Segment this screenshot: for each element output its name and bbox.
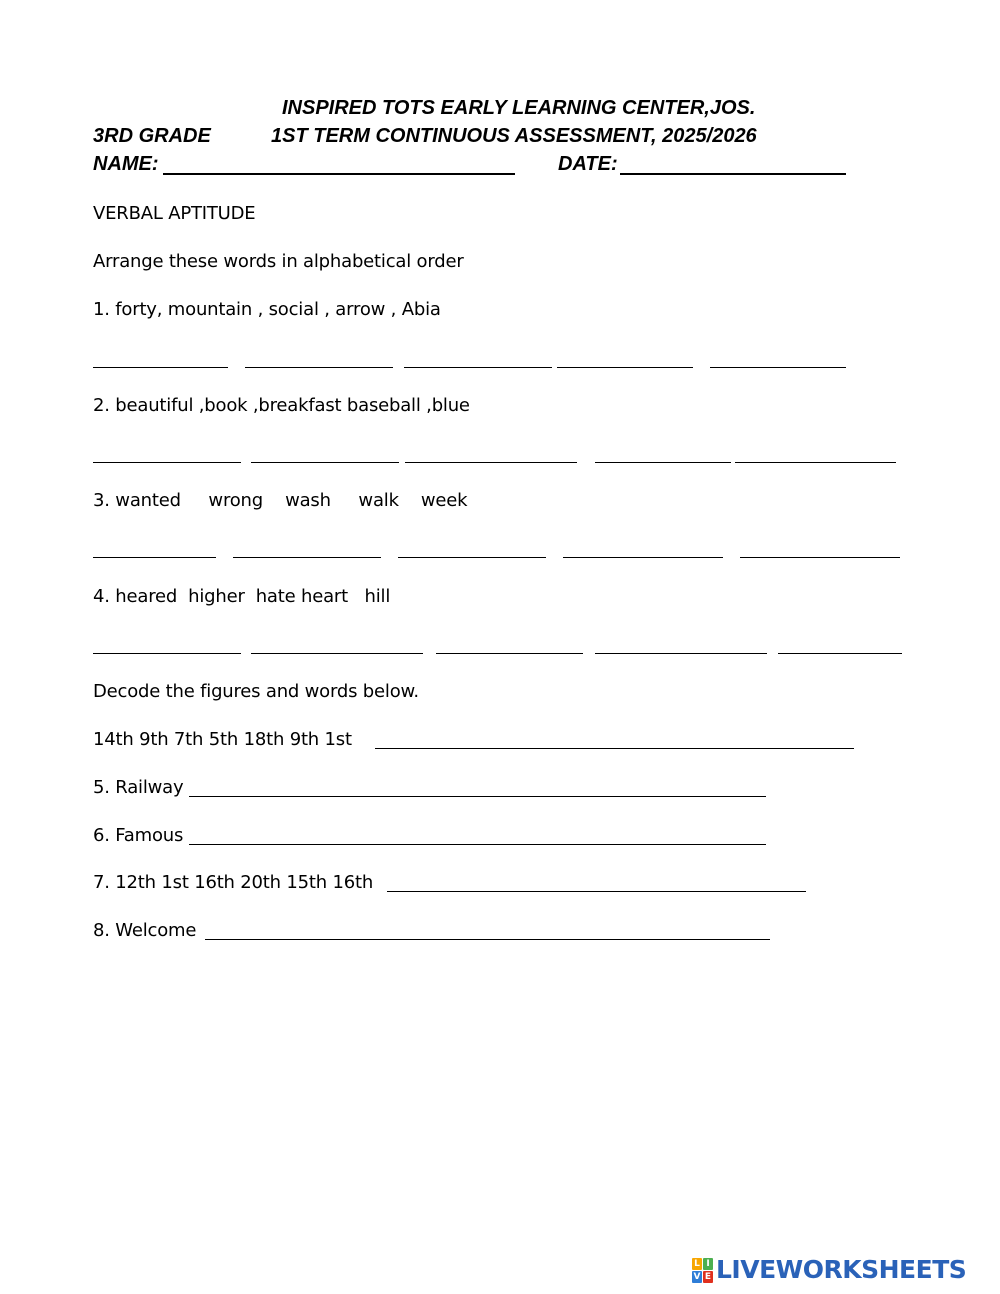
answer-blank[interactable] (205, 939, 770, 940)
decode-item: 7. 12th 1st 16th 20th 15th 16th (93, 872, 374, 893)
logo-letter: V (693, 1271, 701, 1282)
assessment-title: 1ST TERM CONTINUOUS ASSESSMENT, 2025/2026 (271, 125, 757, 147)
date-field[interactable] (620, 173, 846, 175)
answer-blank[interactable] (245, 367, 393, 368)
answer-blank[interactable] (405, 462, 577, 463)
name-label: NAME: (93, 153, 159, 175)
answer-blank[interactable] (93, 462, 241, 463)
brand-name: LIVEWORKSHEETS (716, 1255, 967, 1284)
instruction-alphabetical: Arrange these words in alphabetical order (93, 251, 464, 272)
logo-letter: E (704, 1271, 712, 1282)
answer-blank[interactable] (398, 557, 546, 558)
answer-blank[interactable] (436, 653, 583, 654)
grade-label: 3RD GRADE (93, 125, 211, 147)
answer-blank[interactable] (251, 462, 399, 463)
answer-blank[interactable] (93, 653, 241, 654)
answer-blank[interactable] (563, 557, 723, 558)
decode-item: 6. Famous (93, 825, 184, 846)
section-title: VERBAL APTITUDE (93, 203, 256, 224)
instruction-decode: Decode the figures and words below. (93, 681, 419, 702)
answer-blank[interactable] (404, 367, 552, 368)
question-4: 4. heared higher hate heart hill (93, 586, 391, 607)
liveworksheets-logo[interactable] (692, 1256, 966, 1284)
logo-letter: I (703, 1258, 713, 1270)
date-label: DATE: (558, 153, 618, 175)
answer-blank[interactable] (233, 557, 381, 558)
answer-blank[interactable] (251, 653, 423, 654)
answer-blank[interactable] (595, 462, 731, 463)
decode-item: 5. Railway (93, 777, 184, 798)
answer-blank[interactable] (93, 367, 228, 368)
liveworksheets-icon (692, 1258, 713, 1283)
answer-blank[interactable] (557, 367, 693, 368)
question-1: 1. forty, mountain , social , arrow , Abia (93, 299, 441, 320)
answer-blank[interactable] (740, 557, 900, 558)
answer-blank[interactable] (387, 891, 806, 892)
school-title: INSPIRED TOTS EARLY LEARNING CENTER,JOS. (282, 97, 756, 119)
answer-blank[interactable] (189, 844, 766, 845)
question-2: 2. beautiful ,book ,breakfast baseball ,blue (93, 395, 470, 416)
question-3: 3. wanted wrong wash walk week (93, 490, 468, 511)
answer-blank[interactable] (93, 557, 216, 558)
answer-blank[interactable] (710, 367, 846, 368)
logo-letter: L (692, 1258, 702, 1270)
answer-blank[interactable] (189, 796, 766, 797)
answer-blank[interactable] (735, 462, 896, 463)
decode-item: 8. Welcome (93, 920, 197, 941)
answer-blank[interactable] (778, 653, 902, 654)
name-field[interactable] (163, 173, 515, 175)
decode-item: 14th 9th 7th 5th 18th 9th 1st (93, 729, 352, 750)
answer-blank[interactable] (375, 748, 854, 749)
answer-blank[interactable] (595, 653, 767, 654)
